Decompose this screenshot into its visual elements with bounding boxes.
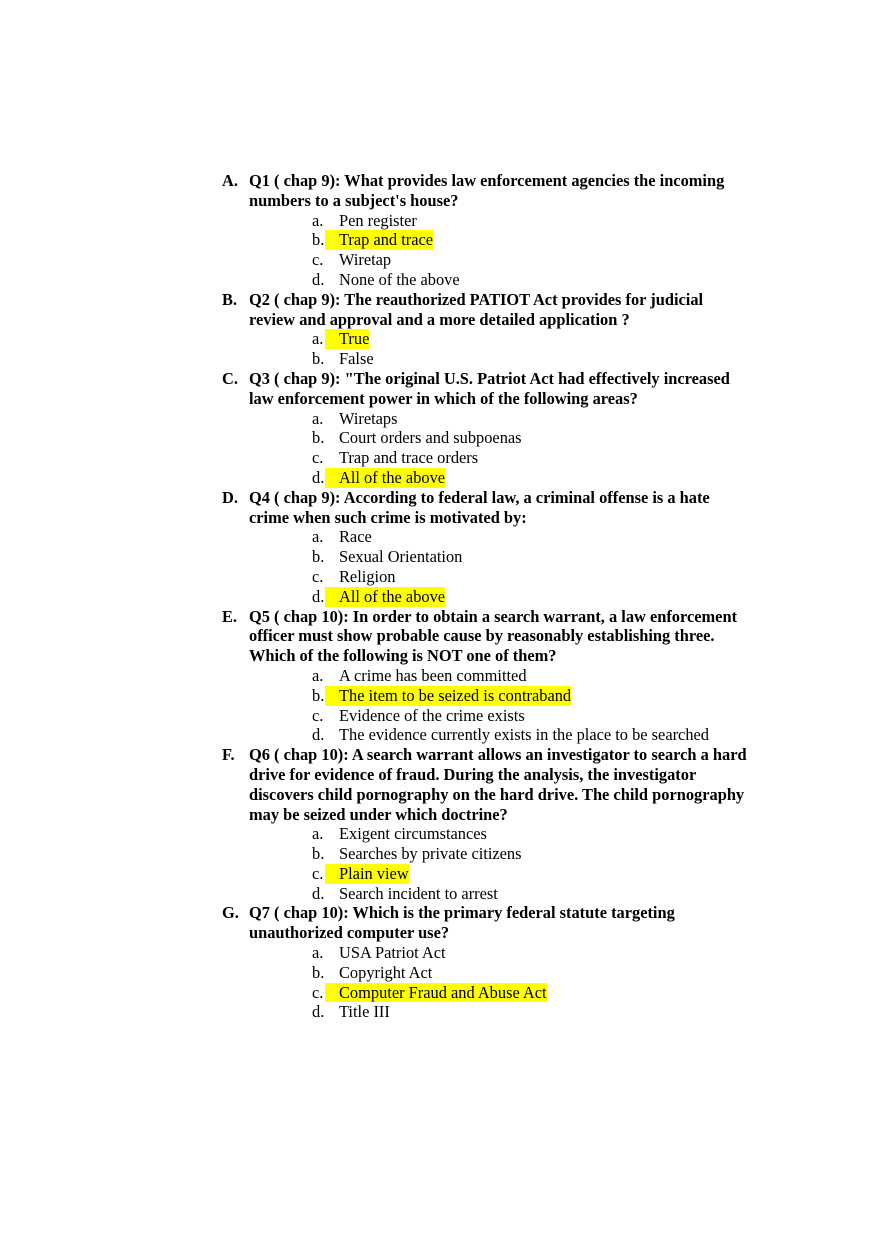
option-letter: c.: [312, 250, 324, 270]
answer-options: [249, 943, 792, 1022]
option-text: None of the above: [339, 269, 460, 289]
answer-options: [249, 211, 792, 290]
question-text: Q6 ( chap 10): A search warrant allows an investigator to search a hard drive for evidence of fraud. During the analysis, the investigator discovers child pornography on the hard drive. The child pornography may be seized under which doctrine?: [249, 745, 747, 824]
option-text: Exigent circumstances: [339, 824, 487, 844]
question-list: [222, 171, 792, 1022]
question-letter: G.: [222, 903, 239, 923]
option-text: A crime has been committed: [339, 665, 527, 685]
option-letter: d.: [312, 467, 325, 487]
question-text: Q4 ( chap 9): According to federal law, a criminal offense is a hate crime when such crime is motivated by:: [249, 487, 710, 527]
option-letter: c.: [312, 705, 324, 725]
option-text: Trap and trace: [325, 230, 433, 250]
option-text: Court orders and subpoenas: [339, 428, 522, 448]
answer-option: [249, 409, 792, 429]
question-letter: C.: [222, 368, 238, 388]
answer-options: [249, 527, 792, 606]
option-letter: a.: [312, 824, 324, 844]
answer-option: [249, 943, 792, 963]
option-letter: c.: [312, 863, 324, 883]
option-letter: d.: [312, 883, 325, 903]
answer-option-highlighted: [249, 864, 792, 884]
question-1: [222, 171, 792, 290]
option-text: Computer Fraud and Abuse Act: [325, 983, 547, 1003]
answer-option-highlighted: [249, 983, 792, 1003]
answer-option: [249, 706, 792, 726]
option-letter: b.: [312, 547, 325, 567]
option-text: The item to be seized is contraband: [325, 686, 571, 706]
option-letter: a.: [312, 665, 324, 685]
option-text: True: [325, 329, 369, 349]
question-text: Q7 ( chap 10): Which is the primary federal statute targeting unauthorized computer use?: [249, 903, 675, 943]
question-5: [222, 607, 792, 746]
question-letter: E.: [222, 606, 238, 626]
question-text: Q2 ( chap 9): The reauthorized PATIOT Act provides for judicial review and approval and a more detailed application ?: [249, 289, 704, 329]
option-text: Trap and trace orders: [339, 448, 479, 468]
answer-options: [249, 329, 792, 369]
option-text: Evidence of the crime exists: [339, 705, 525, 725]
answer-option: [249, 884, 792, 904]
answer-option: [249, 844, 792, 864]
option-text: USA Patriot Act: [339, 943, 446, 963]
question-letter: A.: [222, 171, 238, 190]
option-letter: d.: [312, 269, 325, 289]
answer-option: [249, 725, 792, 745]
answer-option-highlighted: [249, 686, 792, 706]
question-text: Q1 ( chap 9): What provides law enforcement agencies the incoming numbers to a subject's house?: [249, 171, 725, 210]
answer-options: [249, 666, 792, 745]
answer-option-highlighted: [249, 587, 792, 607]
question-3: [222, 369, 792, 488]
question-7: [222, 903, 792, 1022]
question-letter: F.: [222, 745, 235, 765]
option-letter: b.: [312, 962, 325, 982]
option-text: Title III: [339, 1002, 390, 1022]
option-letter: a.: [312, 329, 324, 349]
answer-option: [249, 567, 792, 587]
answer-option: [249, 666, 792, 686]
option-letter: b.: [312, 230, 325, 250]
option-text: Pen register: [339, 210, 417, 230]
option-letter: c.: [312, 448, 324, 468]
answer-option: [249, 428, 792, 448]
answer-option: [249, 963, 792, 983]
option-text: Searches by private citizens: [339, 844, 522, 864]
answer-option: [249, 448, 792, 468]
answer-option-highlighted: [249, 329, 792, 349]
answer-option: [249, 349, 792, 369]
option-text: Search incident to arrest: [339, 883, 498, 903]
answer-option: [249, 527, 792, 547]
option-text: Race: [339, 527, 372, 547]
answer-option: [249, 270, 792, 290]
answer-option-highlighted: [249, 468, 792, 488]
question-4: [222, 488, 792, 607]
answer-option-highlighted: [249, 230, 792, 250]
option-text: Wiretap: [339, 250, 392, 270]
answer-option: [249, 547, 792, 567]
question-text: Q5 ( chap 10): In order to obtain a search warrant, a law enforcement officer must show probable cause by reasonably establishing three. Which of the following is NOT one of them?: [249, 606, 738, 666]
option-letter: b.: [312, 428, 325, 448]
option-letter: d.: [312, 725, 325, 745]
option-text: The evidence currently exists in the place to be searched: [339, 725, 709, 745]
option-text: False: [339, 349, 374, 369]
option-letter: b.: [312, 844, 325, 864]
option-letter: c.: [312, 566, 324, 586]
option-text: Plain view: [325, 864, 409, 884]
option-text: Religion: [339, 566, 396, 586]
question-letter: D.: [222, 487, 238, 507]
option-letter: a.: [312, 408, 324, 428]
option-letter: a.: [312, 527, 324, 547]
option-letter: d.: [312, 1002, 325, 1022]
option-letter: b.: [312, 685, 325, 705]
question-text: Q3 ( chap 9): "The original U.S. Patriot Act had effectively increased law enforcement power in which of the following areas?: [249, 368, 730, 408]
option-letter: d.: [312, 586, 325, 606]
option-text: All of the above: [325, 468, 445, 488]
question-letter: B.: [222, 289, 238, 309]
question-2: [222, 290, 792, 369]
option-letter: c.: [312, 982, 324, 1002]
option-letter: a.: [312, 943, 324, 963]
answer-options: [249, 824, 792, 903]
answer-option: [249, 250, 792, 270]
option-text: Wiretaps: [339, 408, 398, 428]
question-6: [222, 745, 792, 903]
answer-option: [249, 824, 792, 844]
answer-option: [249, 1002, 792, 1022]
option-letter: a.: [312, 210, 324, 230]
option-text: Sexual Orientation: [339, 547, 463, 567]
option-text: All of the above: [325, 587, 445, 607]
answer-options: [249, 409, 792, 488]
option-text: Copyright Act: [339, 962, 433, 982]
answer-option: [249, 211, 792, 231]
option-letter: b.: [312, 349, 325, 369]
